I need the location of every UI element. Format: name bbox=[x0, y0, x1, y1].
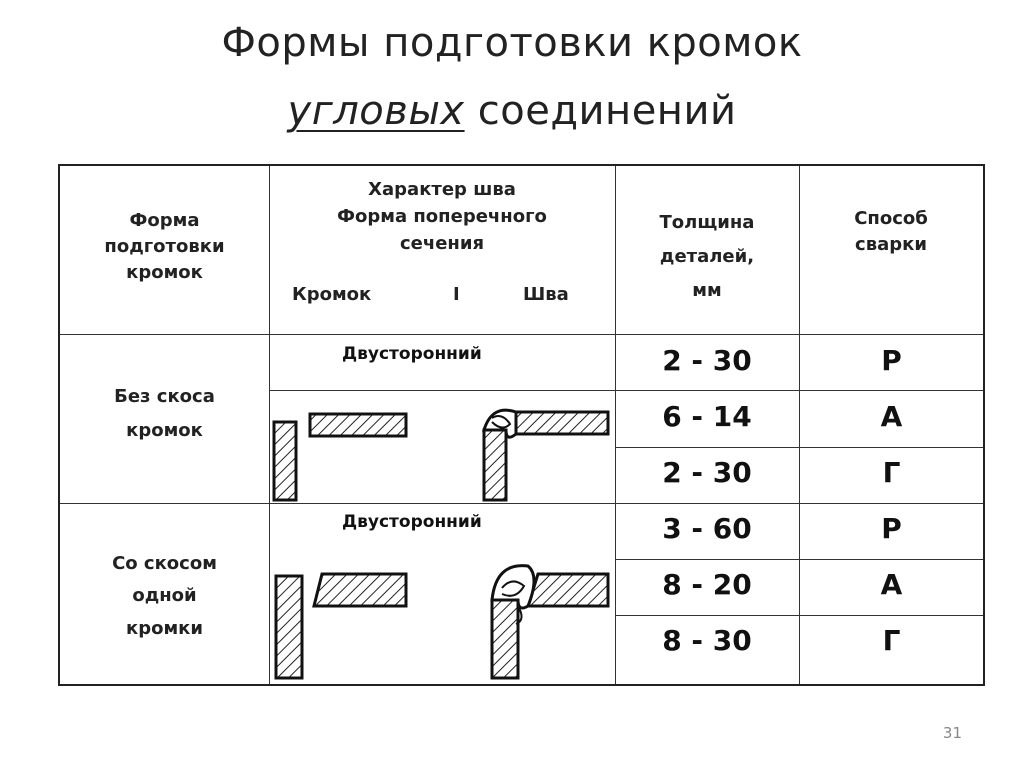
row-divider-1 bbox=[615, 390, 983, 391]
header-method bbox=[799, 206, 983, 258]
header-seam-line2: Форма поперечного bbox=[337, 206, 547, 227]
header-thickness-line: мм bbox=[692, 280, 722, 302]
header-divider bbox=[60, 334, 983, 335]
page-number: 31 bbox=[942, 724, 962, 742]
group-label-line: Без скоса bbox=[114, 386, 215, 407]
group-label-line: кромки bbox=[125, 617, 203, 639]
group-label-line: Со скосом bbox=[112, 553, 217, 574]
method-cell: Р bbox=[881, 512, 902, 545]
header-method-line: сварки bbox=[855, 234, 927, 256]
header-form-line: Форма bbox=[129, 210, 200, 231]
header-form-line: кромок bbox=[126, 262, 203, 284]
group-divider bbox=[60, 503, 983, 504]
header-form bbox=[60, 208, 269, 286]
sketch-one-bevel-icon bbox=[270, 560, 615, 682]
thickness-cell: 6 - 14 bbox=[662, 400, 752, 433]
slide-title-line1: Формы подготовки кромок bbox=[221, 20, 803, 66]
method-cell: А bbox=[880, 400, 903, 433]
header-seam-title: Характер шва bbox=[368, 179, 516, 200]
group-label-line: кромок bbox=[126, 420, 203, 442]
row-divider-3 bbox=[615, 559, 983, 560]
method-cell: А bbox=[880, 568, 903, 601]
group-label-one-bevel bbox=[60, 548, 269, 645]
sketch-top-line-1 bbox=[269, 390, 615, 391]
row-divider-2 bbox=[615, 447, 983, 448]
header-shva: Шва bbox=[523, 284, 569, 305]
header-seam bbox=[269, 176, 615, 257]
sketch-no-bevel-icon bbox=[270, 392, 615, 502]
group-label-line: одной bbox=[132, 585, 197, 607]
joints-table bbox=[58, 164, 985, 686]
title-rest: соединений bbox=[464, 88, 737, 134]
header-thickness-line: деталей, bbox=[659, 246, 755, 268]
header-kromok: Кромок bbox=[292, 284, 372, 305]
thickness-cell: 8 - 30 bbox=[662, 624, 752, 657]
thickness-cell: 2 - 30 bbox=[662, 344, 752, 377]
header-separator: I bbox=[453, 284, 460, 305]
note-two-sided-2: Двусторонний bbox=[342, 512, 482, 532]
method-cell: Г bbox=[882, 456, 901, 489]
header-method-line: Способ bbox=[854, 208, 928, 229]
method-cell: Г bbox=[882, 624, 901, 657]
method-cell: Р bbox=[881, 344, 902, 377]
note-two-sided-1: Двусторонний bbox=[342, 344, 482, 364]
group-label-no-bevel bbox=[60, 380, 269, 448]
header-seam-line3: сечения bbox=[399, 233, 485, 254]
title-underlined-word: угловых bbox=[287, 88, 465, 134]
header-thickness-line: Толщина bbox=[659, 212, 755, 233]
row-divider-4 bbox=[615, 615, 983, 616]
thickness-cell: 2 - 30 bbox=[662, 456, 752, 489]
thickness-cell: 3 - 60 bbox=[662, 512, 752, 545]
header-form-line: подготовки bbox=[104, 236, 225, 258]
slide-title-line2 bbox=[0, 88, 1024, 134]
thickness-cell: 8 - 20 bbox=[662, 568, 752, 601]
header-thickness bbox=[615, 206, 799, 309]
